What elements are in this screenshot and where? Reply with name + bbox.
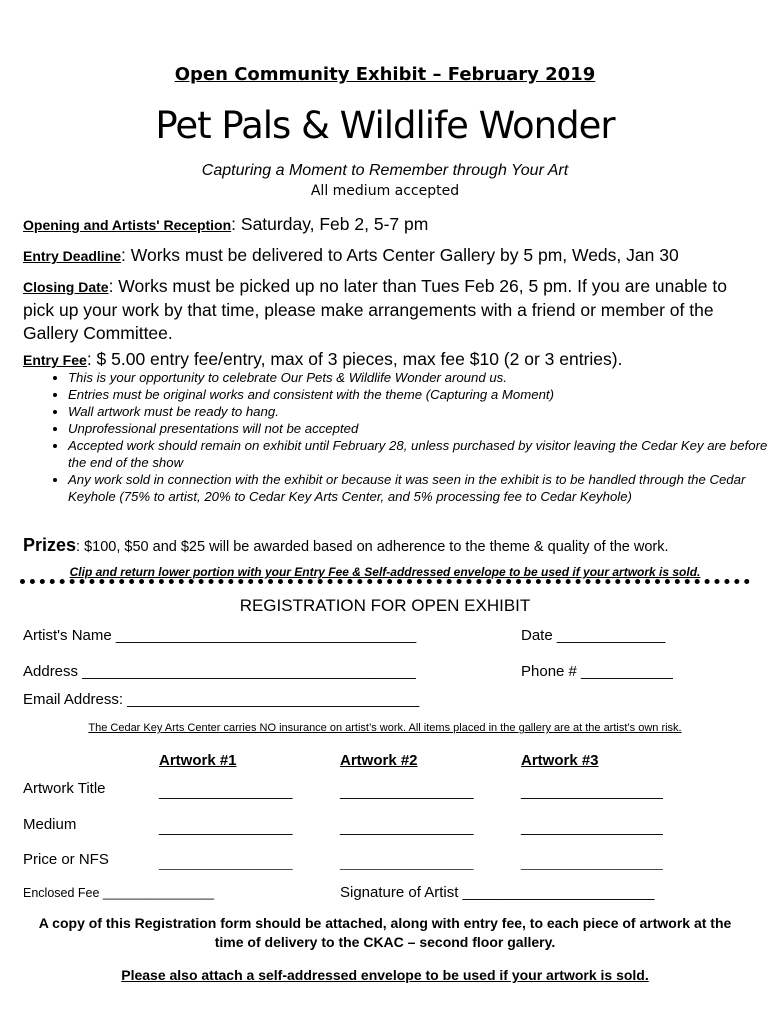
date-field[interactable]: Date _____________ xyxy=(521,627,666,644)
clip-notice: Clip and return lower portion with your Entry Fee & Self-addressed envelope to be used if your artwork is sold. xyxy=(69,565,701,579)
fee-line xyxy=(23,349,622,370)
rule-item: • Accepted work should remain on exhibit until February 28, unless purchased by visitor leaving the Cedar Key are before the end of the show xyxy=(68,437,770,471)
envelope-note: Please also attach a self-addressed envelope to be used if your artwork is sold. xyxy=(121,967,649,983)
deadline-value: : Works must be delivered to Arts Center Gallery by 5 pm, Weds, Jan 30 xyxy=(121,245,679,265)
page-title: Pet Pals & Wildlife Wonder xyxy=(155,104,615,147)
artwork-1-header: Artwork #1 xyxy=(159,752,237,769)
reception-line xyxy=(23,214,428,235)
rule-item: • Any work sold in connection with the exhibit or because it was seen in the exhibit is to be handled through the Cedar Keyhole (75% to artist, 20% to Cedar Key Arts Center, and 5% processing fee to Cedar Keyhole) xyxy=(68,471,770,505)
artwork-1-title-field[interactable]: ________________ xyxy=(159,783,293,800)
artwork-2-price-field[interactable]: ________________ xyxy=(340,854,474,871)
rules-list xyxy=(30,369,770,505)
artwork-3-title-field[interactable]: _________________ xyxy=(521,783,663,800)
artwork-2-header: Artwork #2 xyxy=(340,752,418,769)
enclosed-fee-field[interactable]: Enclosed Fee ________________ xyxy=(23,886,215,900)
fee-label: Entry Fee xyxy=(23,352,87,368)
artwork-title-label: Artwork Title xyxy=(23,780,106,797)
artist-name-field[interactable]: Artist's Name ____________________________________ xyxy=(23,627,417,644)
insurance-notice: The Cedar Key Arts Center carries NO insurance on artist’s work. All items placed in the gallery are at the artist’s own risk. xyxy=(88,722,682,734)
registration-title: REGISTRATION FOR OPEN EXHIBIT xyxy=(239,596,531,615)
closing-label: Closing Date xyxy=(23,279,109,295)
artwork-1-price-field[interactable]: ________________ xyxy=(159,854,293,871)
signature-field[interactable]: Signature of Artist _______________________ xyxy=(340,884,655,901)
rule-item: • Unprofessional presentations will not be accepted xyxy=(68,420,770,437)
artwork-3-price-field[interactable]: _________________ xyxy=(521,854,663,871)
exhibit-heading: Open Community Exhibit – February 2019 xyxy=(174,64,596,85)
rule-item: • Entries must be original works and consistent with the theme (Capturing a Moment) xyxy=(68,386,770,403)
prizes-label: Prizes xyxy=(23,535,77,555)
copy-note: A copy of this Registration form should be attached, along with entry fee, to each piece of artwork at the time of delivery to the CKAC – second floor gallery. xyxy=(38,915,732,950)
prizes-text: : $100, $50 and $25 will be awarded based on adherence to the theme & quality of the work. xyxy=(76,539,669,555)
phone-field[interactable]: Phone # ___________ xyxy=(521,663,673,680)
artwork-3-header: Artwork #3 xyxy=(521,752,599,769)
rule-item: • Wall artwork must be ready to hang. xyxy=(68,403,770,420)
reception-value: : Saturday, Feb 2, 5-7 pm xyxy=(231,214,429,234)
rule-item: • This is your opportunity to celebrate Our Pets & Wildlife Wonder around us. xyxy=(68,369,770,386)
email-field[interactable]: Email Address: ___________________________________ xyxy=(23,691,420,708)
deadline-label: Entry Deadline xyxy=(23,248,122,264)
reception-label: Opening and Artists' Reception xyxy=(23,217,232,233)
artwork-1-medium-field[interactable]: ________________ xyxy=(159,819,293,836)
tagline: Capturing a Moment to Remember through Your Art xyxy=(201,162,569,179)
prizes-line xyxy=(23,535,669,556)
price-label: Price or NFS xyxy=(23,851,109,868)
fee-value: : $ 5.00 entry fee/entry, max of 3 pieces, max fee $10 (2 or 3 entries). xyxy=(86,349,623,369)
cut-line xyxy=(20,579,750,584)
artwork-2-title-field[interactable]: ________________ xyxy=(340,783,474,800)
deadline-line xyxy=(23,245,679,266)
closing-line xyxy=(23,275,743,345)
closing-value: : Works must be picked up no later than Tues Feb 26, 5 pm. If you are unable to pick up your work by that time, please make arrangements with a friend or member of the Gallery Committee. xyxy=(23,276,727,343)
medium-note: All medium accepted xyxy=(310,183,460,199)
artwork-3-medium-field[interactable]: _________________ xyxy=(521,819,663,836)
address-field[interactable]: Address ________________________________________ xyxy=(23,663,416,680)
medium-label: Medium xyxy=(23,816,77,833)
artwork-2-medium-field[interactable]: ________________ xyxy=(340,819,474,836)
